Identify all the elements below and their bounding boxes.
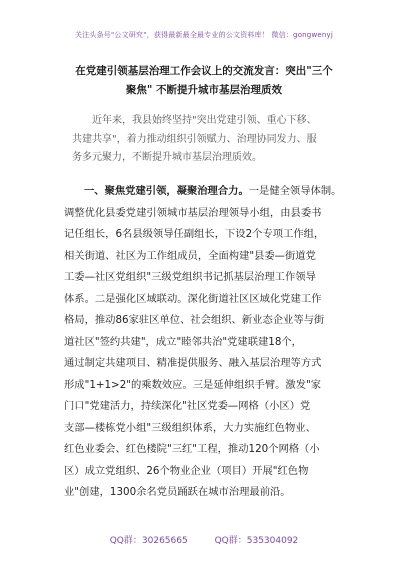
body-line: 形成"1+1>2"的乘数效应。三是延伸组织手臂。激发"家 [64, 378, 322, 391]
body-line: 相关街道、社区为工作组成员，全面构建"县委—街道党 [64, 249, 316, 262]
body-line: 格局，推动86家驻区单位、社会组织、新业态企业等与街 [64, 314, 325, 326]
title-line-2: 聚焦" 不断提升城市基层治理质效 [125, 84, 283, 96]
body-line: 红色业委会、红色楼院"三红"工程，推动120个网格（小 [64, 443, 320, 455]
footer-qq-group-2: QQ群：535304092 [214, 536, 299, 546]
body-line: 通过制定共建项目、精准提供服务、融入基层治理等方式 [64, 357, 322, 369]
intro-line: 共建共享"，着力推动组织引领赋力、治理协同发力、服 [72, 133, 317, 145]
section-paragraph [64, 181, 354, 504]
body-line: 支部—楼栋党小组"三级组织体系，大力实施红色物业、 [64, 421, 316, 434]
footer [0, 533, 408, 546]
body-line: 调整优化县委党建引领城市基层治理领导小组，由县委书 [64, 206, 322, 219]
intro-line: 务多元聚力，不断提升城市基层治理质效。 [72, 152, 262, 163]
page-title [56, 62, 352, 100]
section-heading: 一、聚焦党建引领，凝聚治理合力。 [84, 185, 249, 197]
section-first-line [64, 181, 354, 203]
header-note: 关注头条号"公文研究"，获得最新最全最专业的公文资料库！ 微信：gongwenyj [74, 31, 334, 39]
body-line: 业"创建，1300余名党员踊跃在城市治理最前沿。 [64, 486, 291, 498]
footer-qq-group-1: QQ群：30265665 [109, 536, 188, 546]
body-line: 工委—社区党组织"三级党组织书记抓基层治理工作领导 [64, 271, 316, 283]
body-line: 道社区"签约共建"，成立"睦邻共治"党建联建18个， [64, 335, 302, 348]
body-line: 门口"党建活力，持续深化"社区党委—网格（小区）党 [64, 400, 311, 412]
body-line: 区）成立党组织、26个物业企业（项目）开展"红色物 [64, 464, 309, 477]
intro-line: 近年来，我县始终坚持"突出党建引领、重心下移、 [92, 115, 317, 126]
body-line: 体系。二是强化区域联动。深化街道社区区域化党建工作 [64, 292, 322, 305]
title-line-1: 在党建引领基层治理工作会议上的交流发言：突出"三个 [75, 65, 333, 77]
body-line: 记任组长，6名县级领导任副组长，下设2个专项工作组， [64, 228, 325, 240]
section-first-line-rest: 一是健全领导体制。 [248, 185, 342, 197]
intro-paragraph [72, 112, 342, 168]
